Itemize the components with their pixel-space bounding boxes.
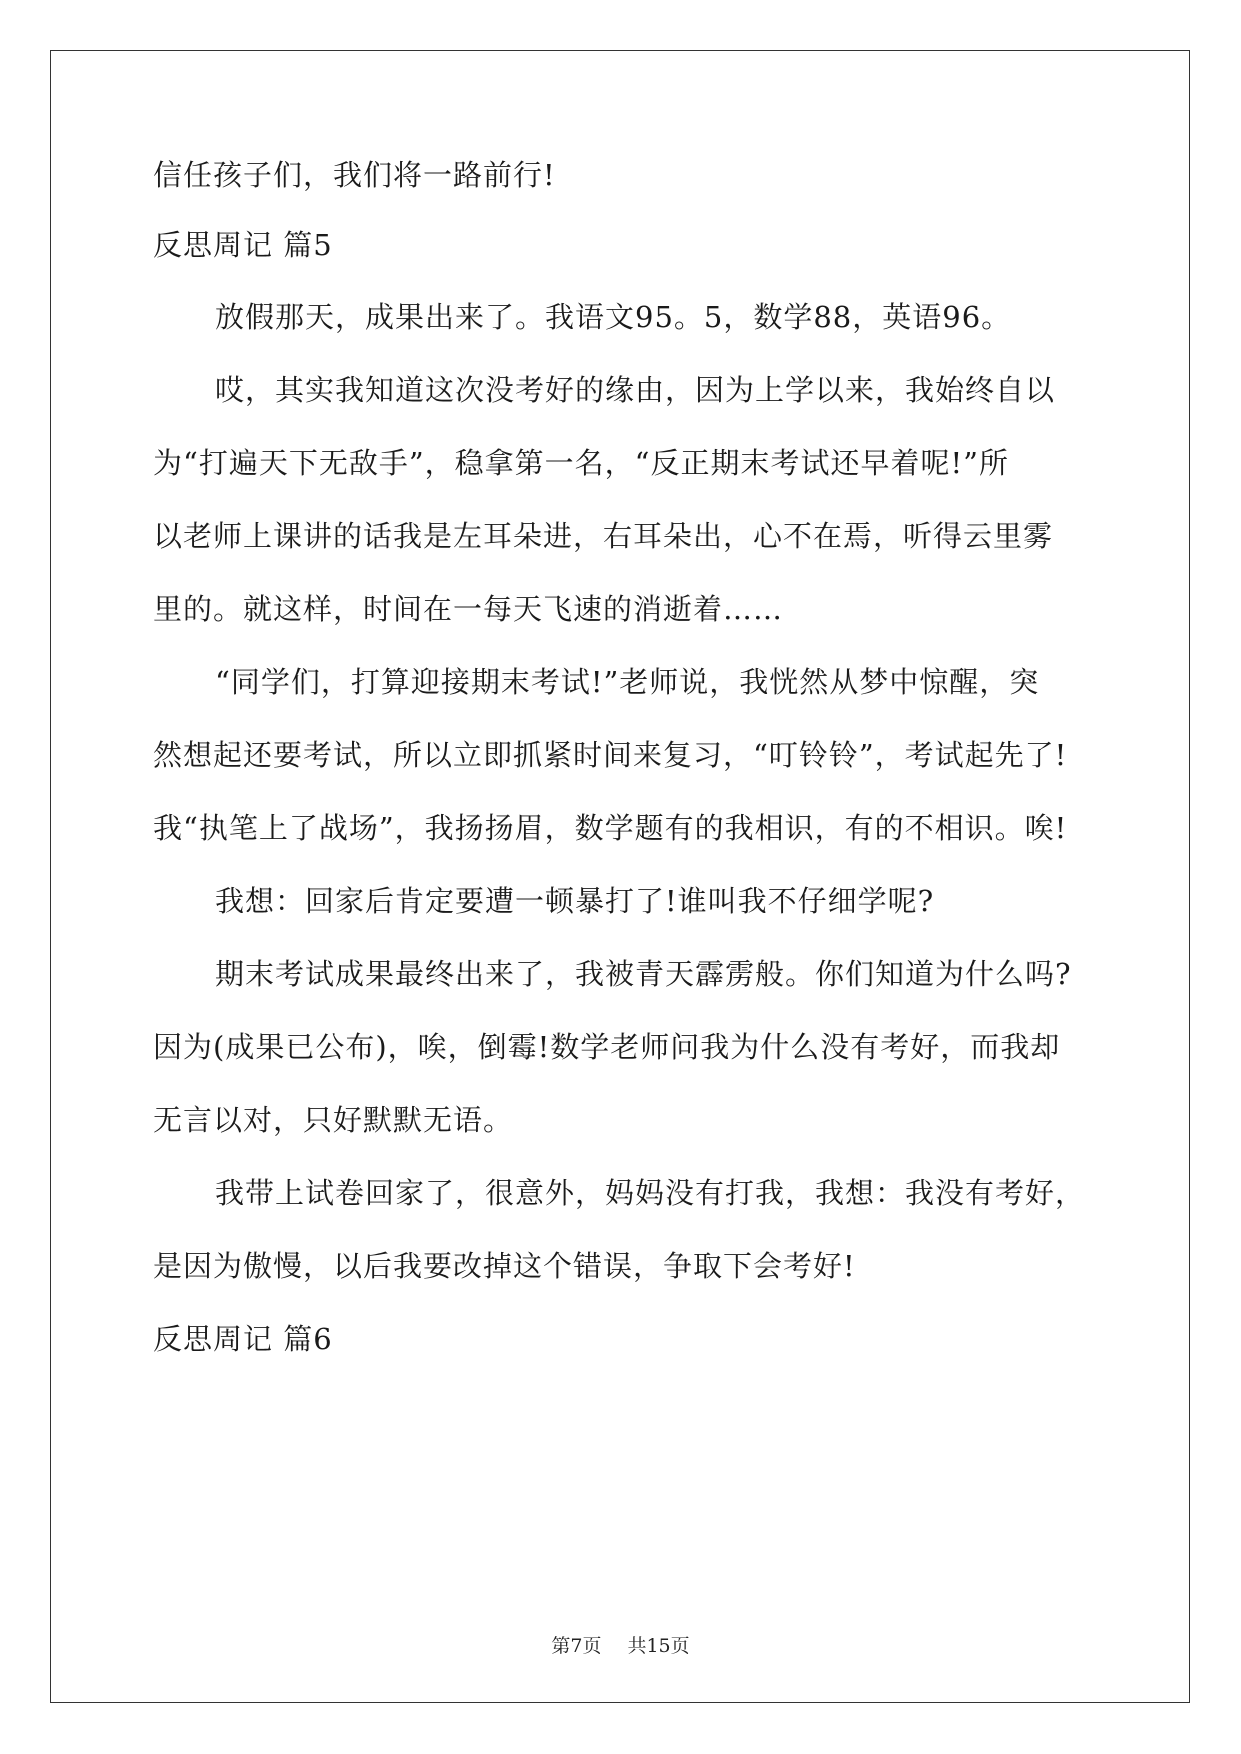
section-heading: 反思周记 篇6 (153, 1322, 333, 1356)
paragraph-line: 然想起还要考试，所以立即抓紧时间来复习，“叮铃铃”，考试起先了! (153, 738, 1068, 772)
paragraph-line: 期末考试成果最终出来了，我被青天霹雳般。你们知道为什么吗? (215, 957, 1072, 991)
page-number: 第7页 (551, 1635, 602, 1657)
paragraph-line: 因为(成果已公布)，唉，倒霉!数学老师问我为什么没有考好，而我却 (153, 1030, 1061, 1064)
paragraph-line: 是因为傲慢，以后我要改掉这个错误，争取下会考好! (153, 1249, 856, 1283)
paragraph-line: 以老师上课讲的话我是左耳朵进，右耳朵出，心不在焉，听得云里雾 (153, 519, 1054, 553)
paragraph-line: 我想：回家后肯定要遭一顿暴打了!谁叫我不仔细学呢? (215, 884, 935, 918)
page-footer (0, 1634, 1241, 1658)
paragraph-line: 为“打遍天下无敌手”，稳拿第一名，“反正期末考试还早着呢!”所 (153, 446, 1009, 480)
paragraph-line: “同学们，打算迎接期末考试!”老师说，我恍然从梦中惊醒，突 (215, 665, 1040, 699)
paragraph-line: 我“执笔上了战场”，我扬扬眉，数学题有的我相识，有的不相识。唉! (153, 811, 1068, 845)
section-heading: 反思周记 篇5 (153, 228, 333, 262)
paragraph-line: 哎，其实我知道这次没考好的缘由，因为上学以来，我始终自以 (215, 373, 1056, 407)
paragraph-line: 信任孩子们，我们将一路前行! (153, 158, 556, 192)
paragraph-line: 我带上试卷回家了，很意外，妈妈没有打我，我想：我没有考好， (215, 1176, 1086, 1210)
paragraph-line: 无言以对，只好默默无语。 (153, 1103, 514, 1137)
page-total: 共15页 (627, 1635, 690, 1657)
paragraph-line: 放假那天，成果出来了。我语文95。5，数学88，英语96。 (215, 300, 1012, 334)
paragraph-line: 里的。就这样，时间在一每天飞速的消逝着…… (153, 592, 784, 626)
